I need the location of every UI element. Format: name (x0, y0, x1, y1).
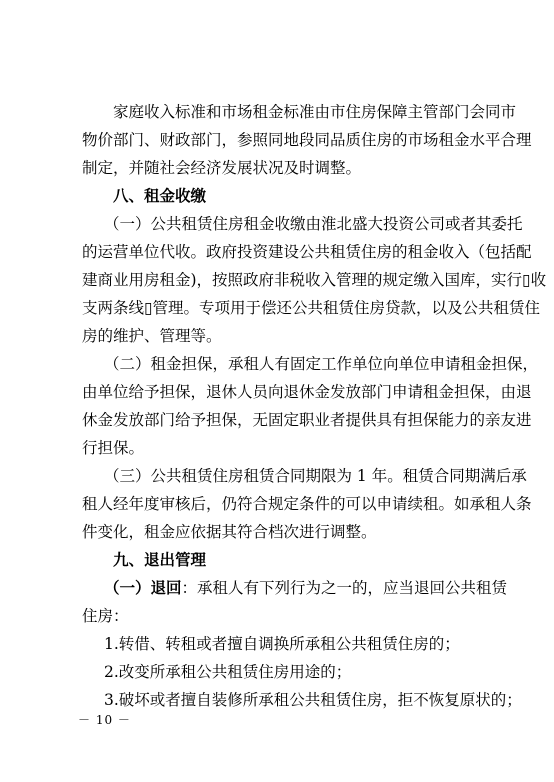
paragraph-line: 住房： (82, 607, 129, 625)
paragraph-line: （三）公共租赁住房租赁合同期限为 1 年。租赁合同期满后承 (104, 467, 527, 485)
section-heading-exit-management: 九、退出管理 (113, 551, 207, 569)
paragraph-line: 建商业用房租金)，按照政府非税收入管理的规定缴入国库，实行▯收 (82, 271, 547, 289)
paragraph-line: 物价部门、财政部门，参照同地段同品质住房的市场租金水平合理 (82, 131, 532, 149)
paragraph-line: 制定，并随社会经济发展状况及时调整。 (82, 159, 362, 177)
paragraph-line: 家庭收入标准和市场租金标准由市住房保障主管部门会同市 (113, 103, 517, 121)
section-heading-rent-collection: 八、租金收缴 (113, 187, 207, 205)
paragraph-line: （二）租金担保，承租人有固定工作单位向单位申请租金担保， (104, 355, 539, 373)
paragraph-line: 租人经年度审核后，仍符合规定条件的可以申请续租。如承租人条 (82, 495, 532, 513)
paragraph-line: 休金发放部门给予担保，无固定职业者提供具有担保能力的亲友进 (82, 411, 532, 429)
exit-clause-label: （一）退回 (104, 578, 182, 597)
page-number: － 10 － (78, 713, 131, 727)
list-item: 1.转借、转租或者擅自调换所承租公共租赁住房的； (104, 635, 460, 653)
exit-clause-text: ：承租人有下列行为之一的，应当退回公共租赁 (181, 579, 508, 597)
paragraph-line: （一）公共租赁住房租金收缴由淮北盛大投资公司或者其委托 (104, 215, 523, 233)
list-item: 3.破坏或者擅自装修所承租公共租赁住房，拒不恢复原状的； (104, 691, 522, 709)
paragraph-line: 房的维护、管理等。 (82, 327, 222, 345)
paragraph-line: 支两条线▯管理。专项用于偿还公共租赁住房贷款，以及公共租赁住 (82, 299, 541, 317)
paragraph-line: 的运营单位代收。政府投资建设公共租赁住房的租金收入（包括配 (82, 243, 532, 261)
list-item: 2.改变所承租公共租赁住房用途的； (104, 663, 352, 681)
paragraph-line: 件变化，租金应依据其符合档次进行调整。 (82, 523, 377, 541)
exit-clause-intro (104, 574, 508, 602)
paragraph-line: 由单位给予担保，退休人员向退休金发放部门申请租金担保，由退 (82, 383, 532, 401)
paragraph-line: 行担保。 (82, 439, 145, 457)
